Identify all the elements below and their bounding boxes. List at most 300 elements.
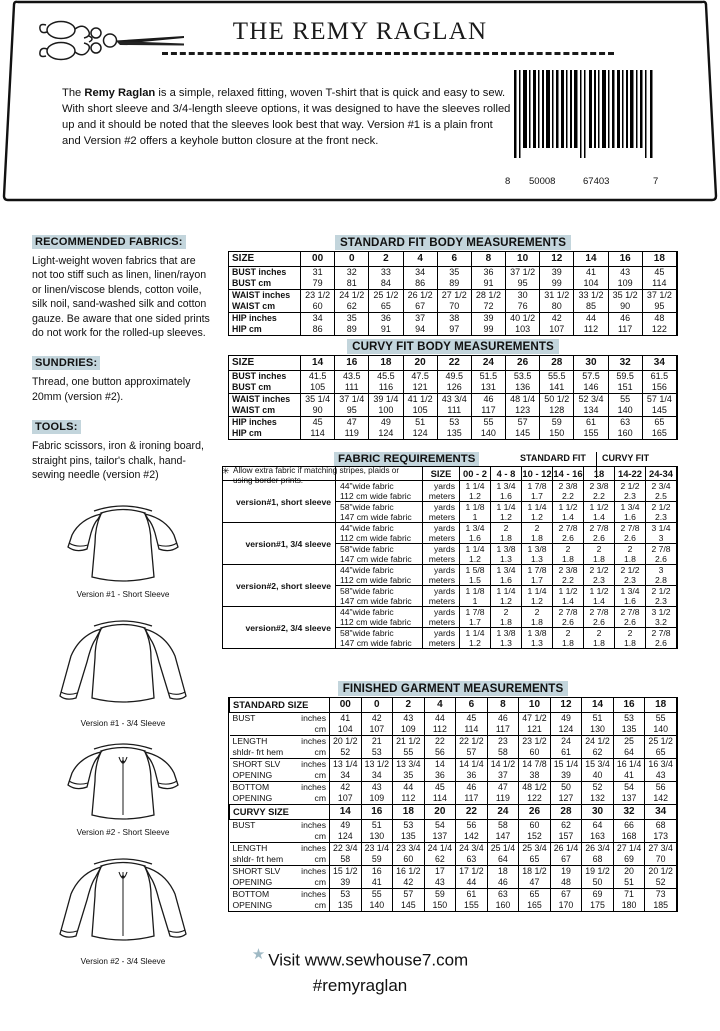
- asterisk-icon: ✳: [222, 466, 230, 476]
- row-label-unit: meters: [423, 512, 460, 523]
- measurement-cell: 45: [456, 713, 488, 725]
- measurement-cell: 97: [437, 324, 471, 335]
- measurement-cell: 51: [613, 877, 645, 889]
- fabric-note-text: Allow extra fabric if matching stripes, plaids or using border prints.: [233, 466, 400, 486]
- table-row: [229, 313, 677, 325]
- measurement-cell: 57: [393, 889, 425, 901]
- fabric-amount-cell: 1 1/4: [460, 628, 491, 639]
- measurement-cell: 55: [471, 417, 505, 429]
- measurement-cell: 104: [330, 724, 362, 736]
- row-label-fabric-width: 58"wide fabric: [336, 502, 423, 513]
- measurement-cell: 57: [456, 747, 488, 759]
- measurement-cell: 16 1/4: [613, 759, 645, 771]
- table-row: [229, 394, 677, 406]
- row-label-fabric-width: 58"wide fabric: [336, 586, 423, 597]
- table-title-wrap: [228, 682, 678, 695]
- table-row: [230, 854, 677, 866]
- garment-figure-caption: Version #1 - 3/4 Sleeve: [80, 719, 166, 728]
- column-header-size-range: 4 - 8: [491, 467, 522, 481]
- fabric-amount-cell: 1 1/4: [460, 481, 491, 492]
- row-label-unit: cm: [314, 854, 326, 864]
- table-header-row: [223, 467, 677, 481]
- measurement-cell: 27 1/2: [437, 290, 471, 302]
- fabric-amount-cell: 1 1/8: [460, 502, 491, 513]
- row-label: SHORT SLV inches: [230, 759, 330, 771]
- measurement-cell: 19: [550, 866, 582, 878]
- measurement-cell: 86: [301, 324, 335, 335]
- fabric-requirements: [222, 452, 678, 648]
- measurement-cell: 114: [301, 428, 335, 439]
- measurement-cell: 35: [437, 267, 471, 279]
- row-label: BUST cm: [229, 382, 301, 394]
- column-header-size-value: 12: [550, 698, 582, 713]
- column-header-size-range: 00 - 2: [460, 467, 491, 481]
- column-header-size-value: 12: [540, 252, 574, 267]
- measurement-cell: 34: [301, 313, 335, 325]
- fabric-amount-cell: 3 1/2: [646, 607, 677, 618]
- measurement-cell: 155: [574, 428, 608, 439]
- measurement-cell: 165: [642, 428, 676, 439]
- row-label: OPENING cm: [230, 770, 330, 782]
- measurement-cell: 14: [424, 759, 456, 771]
- measurement-cell: 53.5: [506, 371, 540, 383]
- fabric-amount-cell: 2.2: [584, 491, 615, 502]
- measurement-cell: 142: [456, 831, 488, 843]
- measurement-cell: 36: [369, 313, 403, 325]
- measurement-cell: 34: [403, 267, 437, 279]
- table-row: [230, 782, 677, 794]
- fabric-amount-cell: 1 3/8: [522, 544, 553, 555]
- measurement-cell: 80: [540, 301, 574, 313]
- fabric-amount-cell: 2: [491, 607, 522, 618]
- envelope-flap: [0, 0, 720, 205]
- fabric-amount-cell: 1.3: [522, 554, 553, 565]
- measurement-cell: 42: [540, 313, 574, 325]
- measurement-cell: 137: [613, 793, 645, 805]
- table-row: [230, 820, 677, 832]
- measurement-cell: 33 1/2: [574, 290, 608, 302]
- measurement-cell: 112: [424, 724, 456, 736]
- measurement-cell: 41.5: [301, 371, 335, 383]
- fabric-amount-cell: 2: [615, 544, 646, 555]
- measurement-cell: 55: [361, 889, 393, 901]
- measurement-cell: 55: [645, 713, 677, 725]
- fabric-amount-cell: 1.6: [491, 491, 522, 502]
- measurement-cell: 121: [519, 724, 551, 736]
- measurement-cell: 57 1/4: [642, 394, 676, 406]
- fabric-amount-cell: 1 1/2: [584, 502, 615, 513]
- measurement-cell: 20: [613, 866, 645, 878]
- row-label: BUST inches: [229, 267, 301, 279]
- column-header-size-value: 26: [506, 356, 540, 371]
- measurement-cell: 124: [403, 428, 437, 439]
- measurement-cell: 67: [550, 854, 582, 866]
- measurement-cell: 36: [456, 770, 488, 782]
- row-label-fabric-width: 112 cm wide fabric: [336, 575, 423, 586]
- column-header-size-value: 6: [456, 698, 488, 713]
- measurement-cell: 65: [519, 854, 551, 866]
- column-header-size: SIZE: [229, 356, 301, 371]
- measurement-cell: 38: [519, 770, 551, 782]
- fabric-amount-cell: 1.4: [553, 596, 584, 607]
- measurement-cell: 145: [642, 405, 676, 417]
- measurement-cell: 116: [369, 382, 403, 394]
- column-header-size-value: 16: [613, 698, 645, 713]
- row-label-fabric-width: 44"wide fabric: [336, 481, 423, 492]
- column-header-size-value: 14: [574, 252, 608, 267]
- table-title-wrap: [228, 236, 678, 249]
- column-header-size-value: 26: [519, 805, 551, 820]
- measurement-cell: 48 1/4: [506, 394, 540, 406]
- measurement-cell: 46: [471, 394, 505, 406]
- measurement-cell: 38: [437, 313, 471, 325]
- measurement-cell: 14 7/8: [519, 759, 551, 771]
- fabric-amount-cell: 1.2: [491, 596, 522, 607]
- row-label-unit: cm: [314, 724, 326, 734]
- measurements-table: [229, 356, 677, 439]
- column-header-size-value: 30: [582, 805, 614, 820]
- measurement-cell: 48: [550, 877, 582, 889]
- row-label-unit: meters: [423, 533, 460, 544]
- fabric-amount-cell: 1 1/2: [584, 586, 615, 597]
- sidebar: [32, 232, 212, 495]
- measurement-cell: 107: [330, 793, 362, 805]
- table-row: [230, 793, 677, 805]
- measurement-cell: 43: [608, 267, 642, 279]
- measurement-cell: 127: [550, 793, 582, 805]
- star-icon: ★: [251, 946, 266, 963]
- measurement-cell: 25 1/4: [487, 843, 519, 855]
- column-header-size-value: 4: [403, 252, 437, 267]
- row-label: BUST cm: [229, 278, 301, 290]
- fabric-amount-cell: 1.2: [491, 512, 522, 523]
- row-label: shldr- frt hem cm: [230, 854, 330, 866]
- page-title: THE REMY RAGLAN: [232, 18, 488, 45]
- column-header-size-value: 2: [393, 698, 425, 713]
- measurement-cell: 122: [519, 793, 551, 805]
- table-row: [223, 523, 677, 534]
- measurement-cell: 43 3/4: [437, 394, 471, 406]
- row-label: shldr- frt hem cm: [230, 747, 330, 759]
- column-header-size-value: 20: [403, 356, 437, 371]
- column-header-size-value: 2: [369, 252, 403, 267]
- standard-fit-label: STANDARD FIT: [520, 453, 586, 463]
- row-label-fabric-width: 112 cm wide fabric: [336, 491, 423, 502]
- table-row: [229, 382, 677, 394]
- measurement-cell: 124: [330, 831, 362, 843]
- measurement-cell: 168: [613, 831, 645, 843]
- measurement-cell: 42: [330, 782, 362, 794]
- measurement-cell: 39: [330, 877, 362, 889]
- fabric-amount-cell: 3 1/4: [646, 523, 677, 534]
- fabric-amount-cell: 2.2: [553, 491, 584, 502]
- row-label-unit: meters: [423, 575, 460, 586]
- column-header-size: SIZE: [229, 252, 301, 267]
- measurement-cell: 124: [369, 428, 403, 439]
- sidebar-body: Fabric scissors, iron & ironing board, straight pins, tailor's chalk, hand-sewing needle (version #2): [32, 440, 204, 482]
- measurement-cell: 135: [613, 724, 645, 736]
- measurement-cell: 47: [487, 782, 519, 794]
- measurement-cell: 42: [361, 713, 393, 725]
- fabric-amount-cell: 2.6: [646, 554, 677, 565]
- column-header-size-value: 30: [574, 356, 608, 371]
- measurement-cell: 175: [582, 900, 614, 911]
- measurement-cell: 140: [608, 405, 642, 417]
- row-label: BOTTOM inches: [230, 889, 330, 901]
- measurement-cell: 111: [335, 382, 369, 394]
- column-header-size-value: 22: [437, 356, 471, 371]
- measurement-cell: 39 1/4: [369, 394, 403, 406]
- measurement-cell: 28 1/2: [471, 290, 505, 302]
- column-header-size-value: 24: [471, 356, 505, 371]
- measurement-cell: 25 1/2: [369, 290, 403, 302]
- measurement-cell: 132: [582, 793, 614, 805]
- fabric-amount-cell: 2.6: [584, 617, 615, 628]
- measurement-cell: 117: [487, 724, 519, 736]
- measurement-cell: 25 3/4: [519, 843, 551, 855]
- fabric-amount-cell: 2 7/8: [553, 607, 584, 618]
- measurement-cell: 64: [582, 820, 614, 832]
- measurement-cell: 62: [424, 854, 456, 866]
- measurement-cell: 112: [574, 324, 608, 335]
- column-header-size-value: 10: [506, 252, 540, 267]
- row-label-unit: inches: [301, 866, 326, 876]
- row-label-unit: inches: [301, 713, 326, 723]
- row-label: OPENING cm: [230, 877, 330, 889]
- curvy-fit-body-measurements: [228, 340, 678, 440]
- measurement-cell: 185: [645, 900, 677, 911]
- sidebar-section-sundries: [32, 353, 212, 404]
- measurement-cell: 53: [613, 713, 645, 725]
- measurement-cell: 50: [582, 877, 614, 889]
- measurement-cell: 35 1/2: [608, 290, 642, 302]
- measurement-cell: 117: [471, 405, 505, 417]
- column-header-size-value: 18: [393, 805, 425, 820]
- fabric-amount-cell: 3: [646, 565, 677, 576]
- fabric-amount-cell: 2.6: [615, 533, 646, 544]
- fabric-amount-cell: 2: [553, 628, 584, 639]
- measurement-cell: 105: [403, 405, 437, 417]
- measurement-cell: 109: [608, 278, 642, 290]
- measurement-cell: 13 1/4: [330, 759, 362, 771]
- table-row: [230, 889, 677, 901]
- measurement-cell: 122: [642, 324, 676, 335]
- measurement-cell: 42: [393, 877, 425, 889]
- measurement-cell: 44: [424, 713, 456, 725]
- column-header-size-value: 32: [613, 805, 645, 820]
- fabric-amount-cell: 2.3: [584, 575, 615, 586]
- table-row: [223, 481, 677, 492]
- measurement-cell: 59: [540, 417, 574, 429]
- fabric-amount-cell: 1.2: [522, 512, 553, 523]
- garment-figure-caption: Version #1 - Short Sleeve: [76, 590, 170, 599]
- fabric-amount-cell: 1.8: [522, 533, 553, 544]
- fabric-amount-cell: 1.8: [615, 554, 646, 565]
- measurement-cell: 18: [487, 866, 519, 878]
- column-header-size-value: 28: [540, 356, 574, 371]
- measurement-cell: 16 1/2: [393, 866, 425, 878]
- measurement-cell: 60: [393, 854, 425, 866]
- row-label-unit: yards: [423, 502, 460, 513]
- row-label-unit: yards: [423, 607, 460, 618]
- measurement-cell: 44: [456, 877, 488, 889]
- measurement-cell: 54: [613, 782, 645, 794]
- row-label-fabric-width: 44"wide fabric: [336, 607, 423, 618]
- measurement-cell: 45.5: [369, 371, 403, 383]
- measurement-cell: 41: [574, 267, 608, 279]
- measurement-cell: 34: [330, 770, 362, 782]
- table-row: [223, 607, 677, 618]
- row-label-unit: inches: [301, 820, 326, 830]
- row-label: WAIST cm: [229, 405, 301, 417]
- measurement-cell: 24: [550, 736, 582, 748]
- measurement-cell: 105: [301, 382, 335, 394]
- measurement-cell: 53: [393, 820, 425, 832]
- fabric-amount-cell: 2.6: [553, 617, 584, 628]
- measurement-cell: 43: [645, 770, 677, 782]
- fabric-amount-cell: 2 3/8: [584, 481, 615, 492]
- garment-figure-caption: Version #2 - Short Sleeve: [76, 828, 170, 837]
- title-dashed-rule: [162, 52, 614, 55]
- fabric-amount-cell: 1.8: [584, 638, 615, 648]
- fabric-amount-cell: 2: [615, 628, 646, 639]
- fabric-amount-cell: 1 1/4: [522, 586, 553, 597]
- column-header-size-value: 18: [645, 698, 677, 713]
- curvy-fit-label: CURVY FIT: [602, 453, 650, 463]
- measurement-cell: 130: [582, 724, 614, 736]
- row-label: WAIST inches: [229, 290, 301, 302]
- row-label-version: version#2, 3/4 sleeve: [223, 607, 336, 649]
- measurement-cell: 65: [642, 417, 676, 429]
- measurement-cell: 90: [608, 301, 642, 313]
- column-header-size: SIZE: [423, 467, 460, 481]
- table-row: [229, 371, 677, 383]
- table-title: CURVY FIT BODY MEASUREMENTS: [347, 339, 559, 354]
- column-header-size-value: 14: [330, 805, 362, 820]
- measurement-cell: 48 1/2: [519, 782, 551, 794]
- measurement-cell: 173: [645, 831, 677, 843]
- measurement-cell: 50 1/2: [540, 394, 574, 406]
- fabric-table-wrap: [222, 466, 678, 649]
- column-header-size-value: 14: [582, 698, 614, 713]
- measurement-cell: 41 1/2: [403, 394, 437, 406]
- measurement-cell: 60: [519, 820, 551, 832]
- sidebar-section-fabrics: [32, 232, 212, 340]
- row-label-fabric-width: 112 cm wide fabric: [336, 533, 423, 544]
- measurement-cell: 65: [369, 301, 403, 313]
- barcode-icon: [512, 70, 662, 170]
- measurement-cell: 52 3/4: [574, 394, 608, 406]
- row-label-fabric-width: 44"wide fabric: [336, 565, 423, 576]
- measurement-cell: 112: [393, 793, 425, 805]
- row-label-unit: meters: [423, 554, 460, 565]
- footer-visit-text[interactable]: Visit www.sewhouse7.com: [268, 950, 469, 970]
- measurement-cell: 46: [487, 877, 519, 889]
- header-spacer: [223, 467, 336, 481]
- table-body: [230, 698, 677, 911]
- measurement-cell: 180: [613, 900, 645, 911]
- fabric-amount-cell: 1 1/4: [491, 586, 522, 597]
- fabric-amount-cell: 2 1/2: [646, 502, 677, 513]
- measurement-cell: 24 1/2: [582, 736, 614, 748]
- fabric-amount-cell: 2 7/8: [553, 523, 584, 534]
- garment-figure: [28, 735, 218, 837]
- column-header-size-value: 16: [608, 252, 642, 267]
- fabric-amount-cell: 1.6: [460, 533, 491, 544]
- fabric-amount-cell: 2 3/8: [553, 565, 584, 576]
- measurement-cell: 23 1/2: [519, 736, 551, 748]
- column-header-size-value: 10: [519, 698, 551, 713]
- fabric-amount-cell: 1 1/4: [460, 544, 491, 555]
- fabric-amount-cell: 2 7/8: [584, 607, 615, 618]
- column-header-size-value: 6: [437, 252, 471, 267]
- fabric-amount-cell: 1.8: [491, 617, 522, 628]
- fabric-amount-cell: 1 3/4: [491, 565, 522, 576]
- tshirt-short-sleeve-icon: [28, 497, 218, 589]
- fabric-amount-cell: 1 7/8: [522, 481, 553, 492]
- column-header-size-value: 16: [361, 805, 393, 820]
- fabric-amount-cell: 1.7: [522, 575, 553, 586]
- footer: [0, 945, 720, 996]
- measurement-cell: 31: [301, 267, 335, 279]
- measurement-cell: 62: [550, 820, 582, 832]
- measurement-cell: 35: [393, 770, 425, 782]
- measurement-cell: 17 1/2: [456, 866, 488, 878]
- column-header-size-value: 28: [550, 805, 582, 820]
- fabric-amount-cell: 2 7/8: [584, 523, 615, 534]
- measurement-cell: 109: [393, 724, 425, 736]
- measurement-cell: 54: [424, 820, 456, 832]
- fabric-amount-cell: 2: [584, 628, 615, 639]
- measurement-cell: 55.5: [540, 371, 574, 383]
- measurement-cell: 63: [487, 889, 519, 901]
- row-label-unit: yards: [423, 628, 460, 639]
- table-body: [229, 356, 677, 439]
- measurement-cell: 60: [519, 747, 551, 759]
- table-title: FABRIC REQUIREMENTS: [334, 452, 479, 466]
- fabric-amount-cell: 1.8: [615, 638, 646, 648]
- measurement-cell: 37 1/4: [335, 394, 369, 406]
- fabric-amount-cell: 1 3/4: [491, 481, 522, 492]
- row-label-unit: yards: [423, 544, 460, 555]
- column-header-size-range: 24-34: [646, 467, 677, 481]
- table-row: [223, 565, 677, 576]
- measurement-cell: 49: [550, 713, 582, 725]
- footer-visit-line: [0, 945, 720, 971]
- measurement-cell: 150: [424, 900, 456, 911]
- measurement-cell: 43.5: [335, 371, 369, 383]
- description-rest: is a simple, relaxed fitting, woven T-shirt that is quick and easy to sew. With short sleeve and 3/4-length sleeve options, it was designed to have the sleeves rolled up and it should be noted that the sleeves look best that way. Version #1 is a plain front and Version #2 offers a keyhole button closure at the front neck.: [62, 87, 511, 147]
- measurement-cell: 21: [361, 736, 393, 748]
- measurement-cell: 146: [574, 382, 608, 394]
- measurement-cell: 137: [424, 831, 456, 843]
- row-label-unit: meters: [423, 617, 460, 628]
- measurement-cell: 56: [456, 820, 488, 832]
- fabric-amount-cell: 2: [584, 544, 615, 555]
- measurement-cell: 170: [550, 900, 582, 911]
- fabric-amount-cell: 2 3/8: [553, 481, 584, 492]
- measurement-cell: 119: [335, 428, 369, 439]
- column-header-size-value: 14: [301, 356, 335, 371]
- measurement-cell: 79: [301, 278, 335, 290]
- measurement-cell: 24 3/4: [456, 843, 488, 855]
- column-header-size-range: 10 - 12: [522, 468, 552, 479]
- measurement-cell: 107: [361, 724, 393, 736]
- measurement-cell: 26 1/4: [550, 843, 582, 855]
- row-label-unit: cm: [314, 793, 326, 803]
- measurement-cell: 76: [506, 301, 540, 313]
- footer-hashtag: #remyraglan: [312, 975, 408, 995]
